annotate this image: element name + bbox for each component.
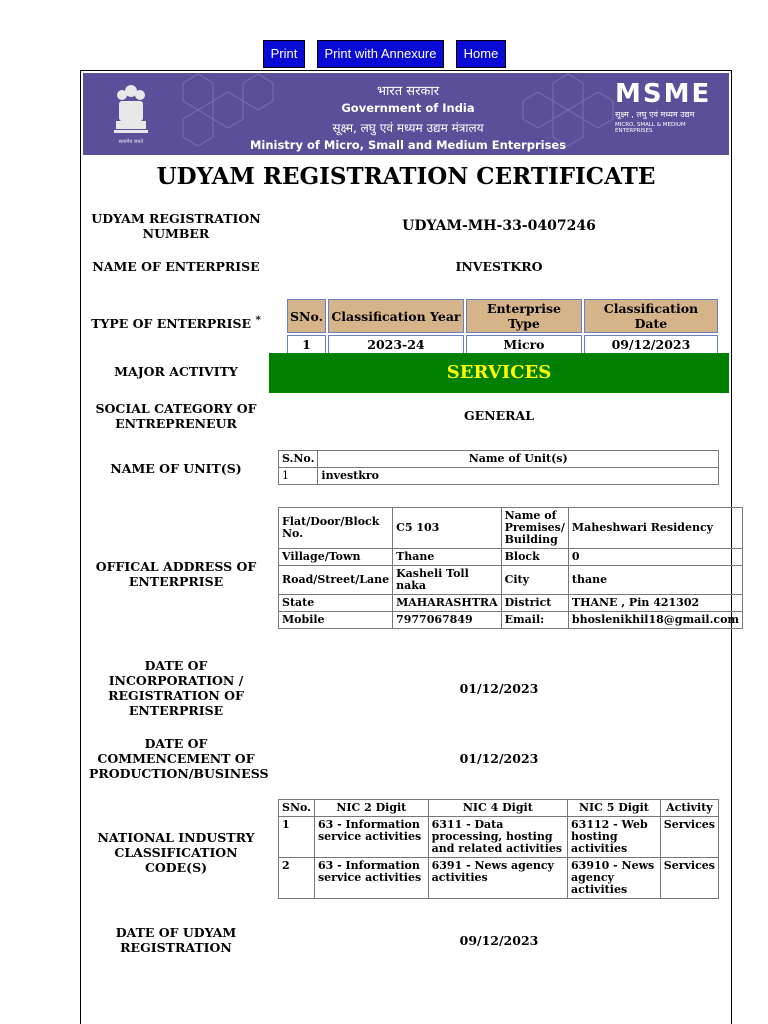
- address-city-label: City: [501, 566, 568, 595]
- classification-table: [285, 297, 720, 356]
- print-with-annexure-button[interactable]: Print with Annexure: [317, 40, 444, 68]
- address-village-label: Village/Town: [279, 549, 393, 566]
- nic-header-row: [279, 800, 719, 817]
- address-flat-label: Flat/Door/Block No.: [279, 508, 393, 549]
- nic-header-cell: Activity: [660, 800, 718, 817]
- home-button[interactable]: Home: [456, 40, 506, 68]
- table-cell: Services: [660, 817, 718, 858]
- table-cell: 09/12/2023: [584, 335, 718, 354]
- social-category-label: SOCIAL CATEGORY OF ENTREPRENEUR: [95, 401, 257, 431]
- table-cell: 2023-24: [328, 335, 464, 354]
- registration-number-value: UDYAM-MH-33-0407246: [402, 218, 596, 234]
- nic-table: [278, 799, 719, 899]
- address-district-value: THANE , Pin 421302: [568, 595, 742, 612]
- table-cell: 6311 - Data processing, hosting and related activities: [428, 817, 567, 858]
- ministry-hindi: सूक्ष्म, लघु एवं मध्यम उद्यम मंत्रालय: [332, 121, 484, 135]
- classification-header-cell: Classification Year: [328, 299, 464, 333]
- classification-header-cell: Enterprise Type: [466, 299, 582, 333]
- nic-header-cell: SNo.: [279, 800, 315, 817]
- classification-header-row: [287, 299, 718, 333]
- msme-logo: [615, 81, 715, 134]
- table-row: [279, 566, 743, 595]
- udyam-date-value: 09/12/2023: [459, 933, 539, 948]
- address-premises-value: Maheshwari Residency: [568, 508, 742, 549]
- table-cell: Services: [660, 858, 718, 899]
- address-mobile-value: 7977067849: [393, 612, 502, 629]
- units-label: NAME OF UNIT(S): [110, 461, 242, 476]
- address-table: [278, 507, 743, 629]
- ministry-english: Ministry of Micro, Small and Medium Enterprises: [249, 138, 567, 152]
- address-block-label: Block: [501, 549, 568, 566]
- address-email-value: bhoslenikhil18@gmail.com: [568, 612, 742, 629]
- enterprise-type-label: [89, 313, 263, 331]
- table-row: [287, 335, 718, 354]
- address-road-value: Kasheli Toll naka: [393, 566, 502, 595]
- address-road-label: Road/Street/Lane: [279, 566, 393, 595]
- classification-header-cell: SNo.: [287, 299, 326, 333]
- msme-logo-hindi: सूक्ष्म , लघु एवं मध्यम उद्यम: [615, 110, 695, 119]
- nic-header-cell: NIC 2 Digit: [314, 800, 428, 817]
- units-header-cell: Name of Unit(s): [318, 451, 719, 468]
- address-label: OFFICAL ADDRESS OF ENTERPRISE: [95, 559, 257, 589]
- table-cell: investkro: [318, 468, 719, 485]
- table-cell: 1: [279, 468, 318, 485]
- address-mobile-label: Mobile: [279, 612, 393, 629]
- enterprise-name-label: NAME OF ENTERPRISE: [92, 259, 260, 274]
- incorporation-value: 01/12/2023: [459, 681, 539, 696]
- address-state-label: State: [279, 595, 393, 612]
- nic-header-cell: NIC 5 Digit: [568, 800, 661, 817]
- social-category-value: GENERAL: [463, 408, 535, 423]
- table-cell: 63112 - Web hosting activities: [568, 817, 661, 858]
- major-activity-label: MAJOR ACTIVITY: [114, 364, 238, 379]
- enterprise-type-label-text: TYPE OF ENTERPRISE: [91, 316, 252, 332]
- address-district-label: District: [501, 595, 568, 612]
- table-row: [279, 858, 719, 899]
- table-cell: 6391 - News agency activities: [428, 858, 567, 899]
- address-flat-value: C5 103: [393, 508, 502, 549]
- table-cell: 63 - Information service activities: [314, 858, 428, 899]
- gov-english: Government of India: [341, 101, 475, 115]
- units-table: [278, 450, 719, 485]
- table-cell: 1: [287, 335, 326, 354]
- address-state-value: MAHARASHTRA: [393, 595, 502, 612]
- table-cell: 1: [279, 817, 315, 858]
- table-row: [279, 817, 719, 858]
- print-button[interactable]: Print: [263, 40, 305, 68]
- registration-number-label: UDYAM REGISTRATION NUMBER: [91, 211, 261, 241]
- commencement-label: DATE OF COMMENCEMENT OF PRODUCTION/BUSINESS: [89, 736, 269, 781]
- table-cell: 63910 - News agency activities: [568, 858, 661, 899]
- units-header-cell: S.No.: [279, 451, 318, 468]
- table-cell: 2: [279, 858, 315, 899]
- table-cell: 63 - Information service activities: [314, 817, 428, 858]
- table-row: [279, 595, 743, 612]
- toolbar: [0, 40, 768, 70]
- nic-header-cell: NIC 4 Digit: [428, 800, 567, 817]
- classification-header-cell: Classification Date: [584, 299, 718, 333]
- commencement-value: 01/12/2023: [459, 751, 539, 766]
- table-row: [279, 549, 743, 566]
- incorporation-label: DATE OF INCORPORATION / REGISTRATION OF ENTERPRISE: [108, 658, 244, 718]
- address-email-label: Email:: [501, 612, 568, 629]
- address-city-value: thane: [568, 566, 742, 595]
- emblem-caption: सत्यमेव जयते: [118, 139, 144, 145]
- gov-hindi: भारत सरकार: [376, 84, 440, 99]
- nic-label: NATIONAL INDUSTRY CLASSIFICATION CODE(S): [97, 830, 255, 875]
- table-row: [279, 508, 743, 549]
- header-banner: [83, 73, 729, 155]
- national-emblem-icon: [111, 81, 151, 147]
- major-activity-value: SERVICES: [269, 353, 729, 393]
- certificate: [80, 70, 740, 1024]
- udyam-date-label: DATE OF UDYAM REGISTRATION: [115, 925, 237, 955]
- units-header-row: [279, 451, 719, 468]
- table-row: [279, 468, 719, 485]
- address-premises-label: Name of Premises/ Building: [501, 508, 568, 549]
- msme-logo-mark: MSME: [615, 79, 712, 109]
- table-cell: Micro: [466, 335, 582, 354]
- msme-logo-english: MICRO, SMALL & MEDIUM ENTERPRISES: [615, 122, 686, 134]
- table-row: [279, 612, 743, 629]
- certificate-title: UDYAM REGISTRATION CERTIFICATE: [156, 163, 656, 190]
- enterprise-type-marker: *: [255, 314, 261, 326]
- address-block-value: 0: [568, 549, 742, 566]
- address-village-value: Thane: [393, 549, 502, 566]
- enterprise-name-value: INVESTKRO: [455, 259, 543, 274]
